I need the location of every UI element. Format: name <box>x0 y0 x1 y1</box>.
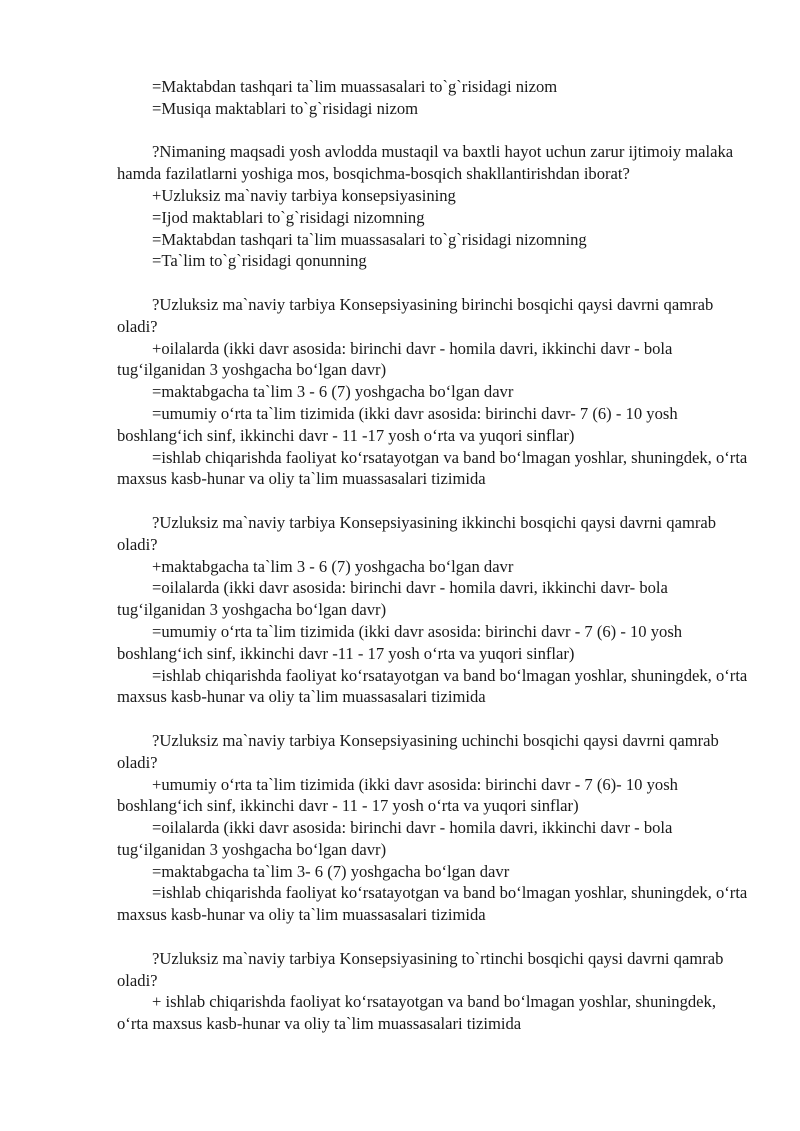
question-text: ?Uzluksiz ma`naviy tarbiya Konsepsiyasining to`rtinchi bosqichi qaysi davrni qamrab oladi? <box>117 948 724 990</box>
answer-option: =umumiy o‘rta ta`lim tizimida (ikki davr asosida: birinchi davr- 7 (6) - 10 yosh boshlang‘ich sinf, ikkinchi davr - 11 -17 yosh o‘rta va yuqori sinflar) <box>117 403 678 445</box>
question-block <box>117 76 749 120</box>
answer-option: =Maktabdan tashqari ta`lim muassasalari to`g`risidagi nizomning <box>152 229 587 249</box>
question-block <box>117 141 749 272</box>
correct-answer: + ishlab chiqarishda faoliyat ko‘rsatayotgan va band bo‘lmagan yoshlar, shuningdek, o‘rta maxsus kasb-hunar va oliy ta`lim muassasalari tizimida <box>117 992 716 1034</box>
question-block <box>117 512 749 708</box>
answer-option: =maktabgacha ta`lim 3- 6 (7) yoshgacha bo‘lgan davr <box>152 861 510 881</box>
question-text: ?Uzluksiz ma`naviy tarbiya Konsepsiyasining uchinchi bosqichi qaysi davrni qamrab oladi? <box>117 730 719 772</box>
question-block <box>117 948 749 1035</box>
correct-answer: +umumiy o‘rta ta`lim tizimida (ikki davr asosida: birinchi davr - 7 (6)- 10 yosh boshlang‘ich sinf, ikkinchi davr - 11 - 17 yosh o‘rta va yuqori sinflar) <box>117 774 678 816</box>
question-block <box>117 730 749 926</box>
answer-option: =Musiqa maktablari to`g`risidagi nizom <box>152 98 419 118</box>
answer-option: =ishlab chiqarishda faoliyat ko‘rsatayotgan va band bo‘lmagan yoshlar, shuningdek, o‘rta maxsus kasb-hunar va oliy ta`lim muassasalari tizimida <box>117 447 748 489</box>
answer-option: =oilalarda (ikki davr asosida: birinchi davr - homila davri, ikkinchi davr - bola tug‘ilganidan 3 yoshgacha bo‘lgan davr) <box>117 818 673 859</box>
correct-answer: +maktabgacha ta`lim 3 - 6 (7) yoshgacha bo‘lgan davr <box>152 556 514 576</box>
question-text: ?Uzluksiz ma`naviy tarbiya Konsepsiyasining birinchi bosqichi qaysi davrni qamrab oladi? <box>117 294 714 336</box>
answer-option: =Ta`lim to`g`risidagi qonunning <box>152 251 367 271</box>
answer-option: =maktabgacha ta`lim 3 - 6 (7) yoshgacha bo‘lgan davr <box>152 382 514 402</box>
answer-option: =Maktabdan tashqari ta`lim muassasalari to`g`risidagi nizom <box>152 77 558 96</box>
document-body <box>117 76 749 1035</box>
answer-option: =ishlab chiqarishda faoliyat ko‘rsatayotgan va band bo‘lmagan yoshlar, shuningdek, o‘rta maxsus kasb-hunar va oliy ta`lim muassasalari tizimida <box>117 665 748 707</box>
correct-answer: +oilalarda (ikki davr asosida: birinchi davr - homila davri, ikkinchi davr - bola tug‘ilganidan 3 yoshgacha bo‘lgan davr) <box>117 338 673 380</box>
answer-option: =ishlab chiqarishda faoliyat ko‘rsatayotgan va band bo‘lmagan yoshlar, shuningdek, o‘rta maxsus kasb-hunar va oliy ta`lim muassasalari tizimida <box>117 883 748 925</box>
answer-option: =oilalarda (ikki davr asosida: birinchi davr - homila davri, ikkinchi davr- bola tug‘ilganidan 3 yoshgacha bo‘lgan davr) <box>117 578 668 620</box>
question-text: ?Nimaning maqsadi yosh avlodda mustaqil va baxtli hayot uchun zarur ijtimoiy malaka hamda fazilatlarni yoshiga mos, bosqichma-bosqich shakllantirishdan iborat? <box>117 142 734 184</box>
question-text: ?Uzluksiz ma`naviy tarbiya Konsepsiyasining ikkinchi bosqichi qaysi davrni qamrab oladi? <box>117 512 717 554</box>
correct-answer: +Uzluksiz ma`naviy tarbiya konsepsiyasining <box>152 185 456 205</box>
question-block <box>117 294 749 490</box>
answer-option: =Ijod maktablari to`g`risidagi nizomning <box>152 207 425 227</box>
answer-option: =umumiy o‘rta ta`lim tizimida (ikki davr asosida: birinchi davr - 7 (6) - 10 yosh boshlang‘ich sinf, ikkinchi davr -11 - 17 yosh o‘rta va yuqori sinflar) <box>117 621 683 663</box>
